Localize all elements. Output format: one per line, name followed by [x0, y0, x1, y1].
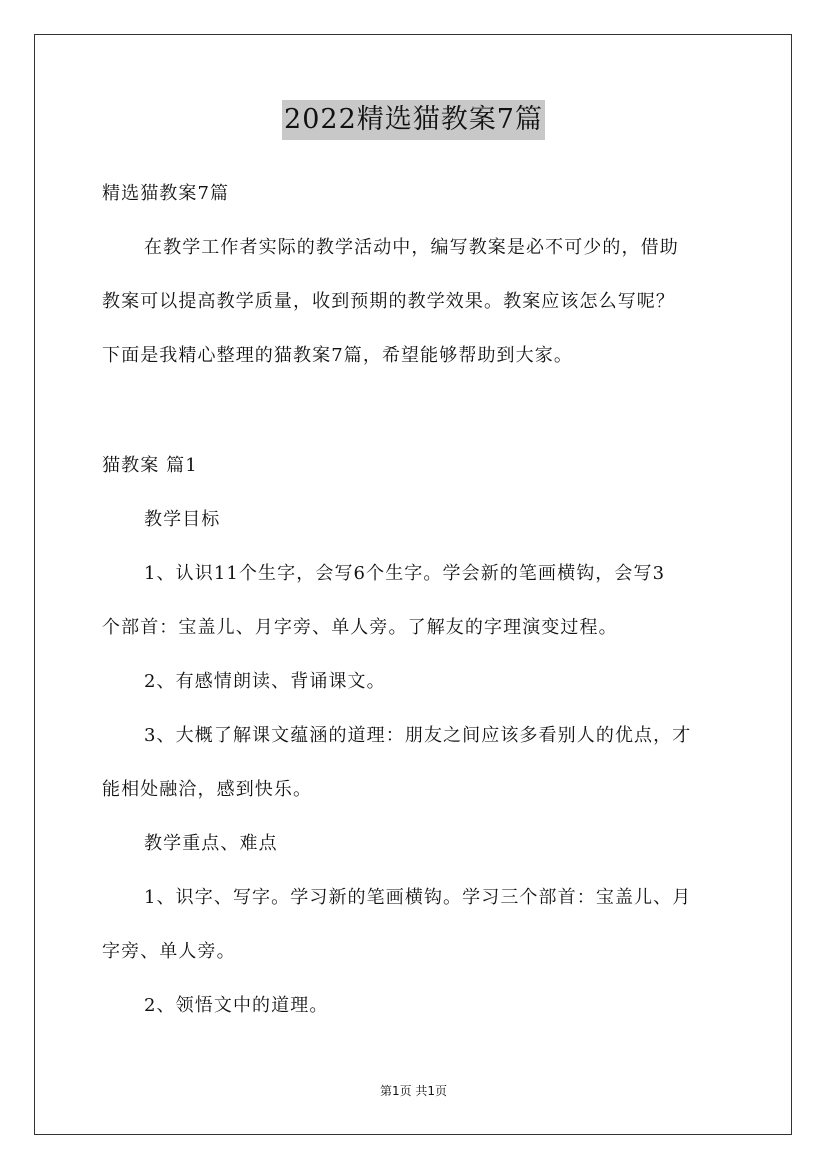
page-number: 第1页 共1页	[379, 1084, 448, 1098]
key-heading: 教学重点、难点	[144, 833, 278, 854]
key1-line-1: 1、识字、写字。学习新的笔画横钩。学习三个部首：宝盖儿、月	[144, 887, 692, 908]
title-container	[0, 100, 827, 140]
document-title: 2022精选猫教案7篇	[282, 100, 545, 140]
goal2: 2、有感情朗读、背诵课文。	[144, 671, 386, 692]
page-footer	[0, 1083, 827, 1099]
section-heading: 猫教案 篇1	[102, 455, 198, 476]
goal3-line-1: 3、大概了解课文蕴涵的道理：朋友之间应该多看别人的优点，才	[144, 725, 692, 746]
goals-heading: 教学目标	[144, 509, 221, 530]
goal1-line-2: 个部首：宝盖儿、月字旁、单人旁。了解友的字理演变过程。	[102, 617, 618, 638]
intro-line-1: 在教学工作者实际的教学活动中，编写教案是必不可少的，借助	[144, 237, 679, 258]
goal3-line-2: 能相处融洽，感到快乐。	[102, 779, 313, 800]
intro-line-3: 下面是我精心整理的猫教案7篇，希望能够帮助到大家。	[102, 345, 573, 366]
goal1-line-1: 1、认识11个生字，会写6个生字。学会新的笔画横钩，会写3	[144, 563, 666, 584]
intro-line-2: 教案可以提高教学质量，收到预期的教学效果。教案应该怎么写呢？	[102, 291, 675, 312]
key2: 2、领悟文中的道理。	[144, 995, 329, 1016]
key1-line-2: 字旁、单人旁。	[102, 941, 236, 962]
subtitle: 精选猫教案7篇	[102, 183, 230, 204]
